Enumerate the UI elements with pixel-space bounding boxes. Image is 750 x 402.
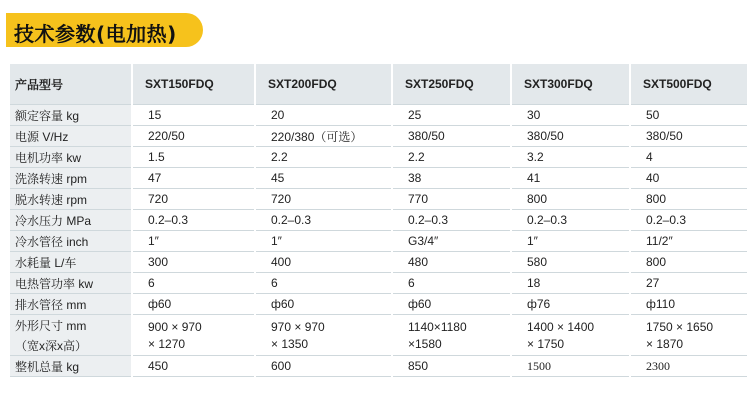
dimension-label: 外形尺寸 mm: [15, 318, 87, 333]
row-value: ф60: [132, 294, 255, 315]
row-value: 720: [255, 189, 392, 210]
row-value: ф60: [392, 294, 511, 315]
row-label: 排水管径 mm: [10, 294, 132, 315]
table-header-row: [10, 64, 748, 105]
model-name: SXT300FDQ: [511, 64, 630, 105]
dimension-line1: 1400 × 1400: [527, 319, 595, 334]
row-value: 38: [392, 168, 511, 189]
spec-table: [10, 64, 749, 377]
row-label: [10, 315, 132, 356]
dimension-line2: × 1270: [148, 336, 186, 351]
row-value: 1″: [132, 231, 255, 252]
row-label: 电源 V/Hz: [10, 126, 132, 147]
model-name: SXT500FDQ: [630, 64, 748, 105]
table-row: [10, 105, 748, 126]
row-label: 额定容量 kg: [10, 105, 132, 126]
dimension-order-label: （宽x深x高）: [15, 338, 88, 353]
row-value: ф60: [255, 294, 392, 315]
row-value: [630, 315, 748, 356]
table-row: [10, 147, 748, 168]
row-label: 电热管功率 kw: [10, 273, 132, 294]
row-value: 1.5: [132, 147, 255, 168]
row-value: 850: [392, 356, 511, 377]
row-value: 11/2″: [630, 231, 748, 252]
row-value: 600: [255, 356, 392, 377]
row-value: 1″: [255, 231, 392, 252]
row-value: 50: [630, 105, 748, 126]
model-name: SXT200FDQ: [255, 64, 392, 105]
row-value: 0.2–0.3: [630, 210, 748, 231]
table-row-dimensions: [10, 315, 748, 356]
dimension-line1: 900 × 970: [148, 319, 202, 334]
row-value: [255, 315, 392, 356]
row-value: 0.2–0.3: [255, 210, 392, 231]
row-value: 220/50: [132, 126, 255, 147]
model-name: SXT250FDQ: [392, 64, 511, 105]
row-label: 整机总量 kg: [10, 356, 132, 377]
header-label: 产品型号: [10, 64, 132, 105]
table-row: [10, 231, 748, 252]
row-value: ф76: [511, 294, 630, 315]
row-value: 20: [255, 105, 392, 126]
row-value: 800: [630, 252, 748, 273]
row-value: 0.2–0.3: [511, 210, 630, 231]
row-value: 0.2–0.3: [132, 210, 255, 231]
row-label: 洗涤转速 rpm: [10, 168, 132, 189]
row-value: 47: [132, 168, 255, 189]
dimension-line1: 1750 × 1650: [646, 319, 714, 334]
dimension-line2: × 1870: [646, 336, 684, 351]
table-row: [10, 189, 748, 210]
dimension-line2: × 1750: [527, 336, 565, 351]
row-value: [132, 315, 255, 356]
row-label: 冷水管径 inch: [10, 231, 132, 252]
row-value: 6: [255, 273, 392, 294]
row-label: 脱水转速 rpm: [10, 189, 132, 210]
table-row: [10, 126, 748, 147]
row-value: 3.2: [511, 147, 630, 168]
row-value: 1500: [511, 356, 630, 377]
row-value: 6: [392, 273, 511, 294]
row-value: 27: [630, 273, 748, 294]
table-row-weight: [10, 356, 748, 377]
row-label: 冷水压力 MPa: [10, 210, 132, 231]
table-row: [10, 210, 748, 231]
row-value: ф110: [630, 294, 748, 315]
dimension-line1: 1140×1180: [408, 319, 467, 334]
row-value: 480: [392, 252, 511, 273]
row-value: 45: [255, 168, 392, 189]
dimension-line2: ×1580: [408, 336, 442, 351]
dimension-line1: 970 × 970: [271, 319, 325, 334]
row-value: 380/50: [511, 126, 630, 147]
row-value: 15: [132, 105, 255, 126]
row-value: 25: [392, 105, 511, 126]
row-value: 4: [630, 147, 748, 168]
row-value: 800: [630, 189, 748, 210]
row-value: 40: [630, 168, 748, 189]
row-value: 400: [255, 252, 392, 273]
table-row: [10, 168, 748, 189]
row-value: 450: [132, 356, 255, 377]
row-value: 6: [132, 273, 255, 294]
row-value: 580: [511, 252, 630, 273]
table-row: [10, 273, 748, 294]
row-value: 2.2: [392, 147, 511, 168]
dimension-line2: × 1350: [271, 336, 309, 351]
row-value: 41: [511, 168, 630, 189]
table-row: [10, 294, 748, 315]
row-value: 2300: [630, 356, 748, 377]
row-label: 水耗量 L/车: [10, 252, 132, 273]
page-title: 技术参数(电加热): [14, 22, 177, 46]
row-value: 30: [511, 105, 630, 126]
row-value: 380/50: [392, 126, 511, 147]
row-value: 2.2: [255, 147, 392, 168]
table-row: [10, 252, 748, 273]
row-label: 电机功率 kw: [10, 147, 132, 168]
row-value: [392, 315, 511, 356]
row-value: 300: [132, 252, 255, 273]
row-value: 770: [392, 189, 511, 210]
row-value: 1″: [511, 231, 630, 252]
row-value: 18: [511, 273, 630, 294]
row-value: G3/4″: [392, 231, 511, 252]
row-value: 380/50: [630, 126, 748, 147]
row-value: 220/380（可选）: [255, 126, 392, 147]
row-value: 800: [511, 189, 630, 210]
row-value: [511, 315, 630, 356]
row-value: 0.2–0.3: [392, 210, 511, 231]
model-name: SXT150FDQ: [132, 64, 255, 105]
row-value: 720: [132, 189, 255, 210]
